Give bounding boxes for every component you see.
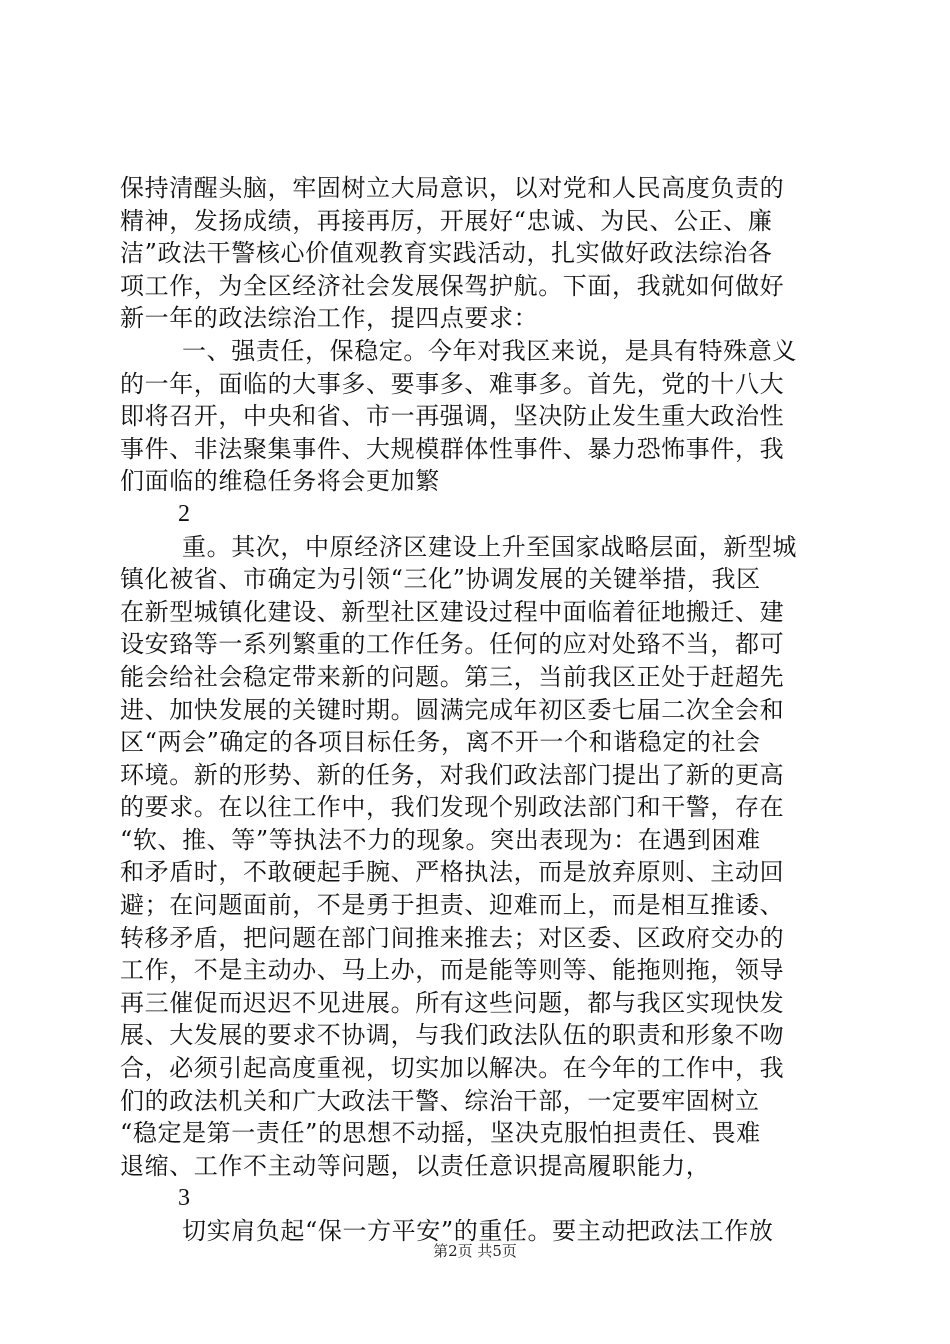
text-line: 工作，不是主动办、马上办，而是能等则等、能拖则拖，领导	[120, 956, 785, 985]
inline-page-number: 2	[178, 500, 191, 527]
text-line: 镇化被省、市确定为引领“三化”协调发展的关键举措，我区	[120, 565, 761, 594]
text-line: 退缩、工作不主动等问题，以责任意识提高履职能力，	[120, 1151, 711, 1180]
text-line: 们面临的维稳任务将会更加繁	[120, 467, 440, 496]
page-footer	[0, 1240, 950, 1261]
text-line: 避；在问题面前，不是勇于担责、迎难而上，而是相互推诿、	[120, 891, 785, 920]
paragraph-start-line: 一、强责任，保稳定。今年对我区来说，是具有特殊意义	[182, 336, 797, 365]
text-line: 区“两会”确定的各项目标任务，离不开一个和谐稳定的社会	[120, 728, 761, 757]
text-line: 精神，发扬成绩，再接再厉，开展好“忠诚、为民、公正、廉	[120, 206, 773, 235]
text-line: “稳定是第一责任”的思想不动摇，坚决克服怕担责任、畏难	[120, 1119, 761, 1148]
text-line: 即将召开，中央和省、市一再强调，坚决防止发生重大政治性	[120, 402, 785, 431]
text-line: 合，必须引起高度重视，切实加以解决。在今年的工作中，我	[120, 1054, 785, 1083]
text-line: 能会给社会稳定带来新的问题。第三，当前我区正处于赶超先	[120, 662, 785, 691]
document-body	[120, 172, 832, 1248]
text-line: 展、大发展的要求不协调，与我们政法队伍的职责和形象不吻	[120, 1021, 785, 1050]
page-indicator: 第2页 共5页	[433, 1242, 517, 1260]
text-line: 在新型城镇化建设、新型社区建设过程中面临着征地搬迁、建	[120, 597, 785, 626]
text-line: 设安臵等一系列繁重的工作任务。任何的应对处臵不当，都可	[120, 630, 785, 659]
text-line: 洁”政法干警核心价值观教育实践活动，扎实做好政法综治各	[120, 239, 773, 268]
text-line: 保持清醒头脑，牢固树立大局意识，以对党和人民高度负责的	[120, 174, 785, 202]
inline-page-number: 3	[178, 1185, 191, 1212]
text-line: 项工作，为全区经济社会发展保驾护航。下面，我就如何做好	[120, 271, 785, 300]
text-line: 环境。新的形势、新的任务，对我们政法部门提出了新的更高	[120, 760, 785, 789]
text-line: 和矛盾时，不敢硬起手腕、严格执法，而是放弃原则、主动回	[120, 858, 785, 887]
text-line: 新一年的政法综治工作，提四点要求：	[120, 304, 539, 333]
paragraph-start-line: 重。其次，中原经济区建设上升至国家战略层面，新型城	[182, 532, 797, 561]
text-line: 进、加快发展的关键时期。圆满完成年初区委七届二次全会和	[120, 695, 785, 724]
paragraph-start-line: 切实肩负起“保一方平安”的重任。要主动把政法工作放	[182, 1217, 774, 1245]
text-line: “软、推、等”等执法不力的现象。突出表现为：在遇到困难	[120, 825, 761, 854]
text-line: 事件、非法聚集事件、大规模群体性事件、暴力恐怖事件，我	[120, 434, 785, 463]
text-line: 转移矛盾，把问题在部门间推来推去；对区委、区政府交办的	[120, 923, 785, 952]
text-line: 再三催促而迟迟不见进展。所有这些问题，都与我区实现快发	[120, 988, 785, 1017]
text-line: 的一年，面临的大事多、要事多、难事多。首先，党的十八大	[120, 369, 785, 398]
text-line: 们的政法机关和广大政法干警、综治干部，一定要牢固树立	[120, 1086, 760, 1115]
text-line: 的要求。在以往工作中，我们发现个别政法部门和干警，存在	[120, 793, 785, 822]
